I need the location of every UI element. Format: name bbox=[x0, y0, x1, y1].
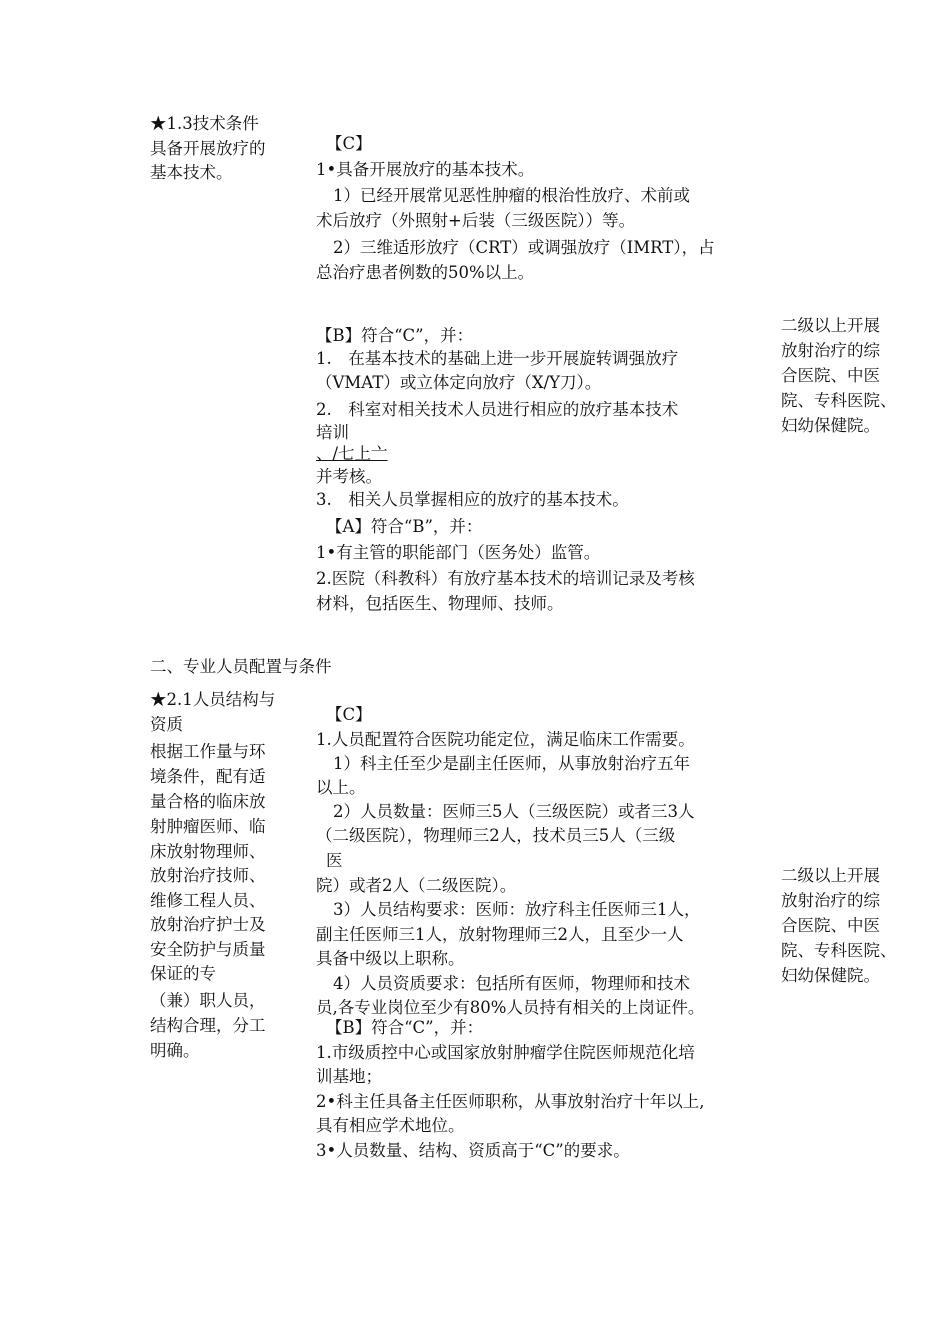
s2-left-line: 保证的专 bbox=[150, 964, 216, 983]
s2-grade-c-line: 员,各专业岗位至少有80%人员持有相关的上岗证件。 bbox=[316, 998, 705, 1017]
s2-right-line-3: 合医院、中医 bbox=[781, 916, 880, 935]
s2-left-line: 安全防护与质量 bbox=[150, 940, 266, 959]
s2-grade-c-heading: 【C】 bbox=[326, 705, 372, 724]
s2-grade-b-line: 2•科主任具备主任医师职称，从事放射治疗十年以上, bbox=[316, 1092, 705, 1111]
s1-left-line-3: 基本技术。 bbox=[150, 163, 233, 182]
s2-left-line: （兼）职人员， bbox=[150, 991, 266, 1010]
s1-left-line-2: 具备开展放疗的 bbox=[150, 139, 266, 158]
section-2-title: 二、专业人员配置与条件 bbox=[150, 657, 332, 676]
s1-grade-b-heading: 【B】符合“C”，并： bbox=[316, 326, 474, 345]
s1-grade-b-line: 1. 在基本技术的基础上进一步开展旋转调强放疗 bbox=[316, 349, 679, 368]
s2-grade-c-line: 具备中级以上职称。 bbox=[316, 949, 465, 968]
s1-grade-c-line: 2）三维适形放疗（CRT）或调强放疗（IMRT），占 bbox=[333, 238, 715, 257]
s1-grade-c-heading: 【C】 bbox=[326, 134, 372, 153]
s1-right-line-5: 妇幼保健院。 bbox=[781, 416, 880, 435]
s1-grade-c-line: 1•具备开展放疗的基本技术。 bbox=[316, 160, 535, 179]
s2-left-line: 放射治疗护士及 bbox=[150, 915, 266, 934]
s2-right-line-5: 妇幼保健院。 bbox=[781, 966, 880, 985]
s2-grade-b-line: 具有相应学术地位。 bbox=[316, 1116, 465, 1135]
s1-grade-c-line: 1）已经开展常见恶性肿瘤的根治性放疗、术前或 bbox=[333, 186, 690, 205]
s2-grade-c-line: 3）人员结构要求：医师：放疗科主任医师三1人， bbox=[333, 900, 701, 919]
s1-grade-b-line: 、/七上亠 bbox=[316, 444, 388, 463]
s2-grade-c-line: 医 bbox=[326, 851, 343, 870]
s1-grade-c-line: 总治疗患者例数的50%以上。 bbox=[316, 263, 535, 282]
s1-grade-b-line: 并考核。 bbox=[316, 467, 382, 486]
s2-grade-c-line: 院）或者2人（二级医院）。 bbox=[316, 876, 517, 895]
s1-left-line-1: ★1.3技术条件 bbox=[150, 114, 259, 133]
s1-grade-b-line: 3. 相关人员掌握相应的放疗的基本技术。 bbox=[316, 490, 629, 509]
s1-grade-a-line: 1•有主管的职能部门（医务处）监管。 bbox=[316, 543, 601, 562]
s2-grade-b-line: 1.市级质控中心或国家放射肿瘤学住院医师规范化培 bbox=[316, 1043, 695, 1062]
s1-grade-b-line: 2. 科室对相关技术人员进行相应的放疗基本技术 bbox=[316, 400, 679, 419]
s1-grade-b-line: 培训 bbox=[316, 423, 349, 442]
s2-grade-b-line: 训基地； bbox=[316, 1067, 382, 1086]
s2-grade-c-line: 1）科主任至少是副主任医师，从事放射治疗五年 bbox=[333, 754, 690, 773]
s1-right-line-1: 二级以上开展 bbox=[781, 316, 880, 335]
s2-grade-b-heading: 【B】符合“C”，并： bbox=[326, 1018, 484, 1037]
s2-left-line: 资质 bbox=[150, 715, 183, 734]
s2-right-line-4: 院、专科医院、 bbox=[781, 941, 897, 960]
s2-left-line: ★2.1人员结构与 bbox=[150, 690, 276, 709]
s1-grade-b-line: （VMAT）或立体定向放疗（X/Y刀）。 bbox=[316, 373, 602, 392]
s1-grade-a-line: 材料，包括医生、物理师、技师。 bbox=[316, 594, 564, 613]
s2-grade-c-line: （二级医院），物理师三2人，技术员三5人（三级 bbox=[316, 826, 676, 845]
s2-left-line: 放射治疗技师、 bbox=[150, 866, 266, 885]
s2-grade-c-line: 1.人员配置符合医院功能定位，满足临床工作需要。 bbox=[316, 730, 695, 749]
s2-left-line: 射肿瘤医师、临 bbox=[150, 817, 266, 836]
s2-left-line: 量合格的临床放 bbox=[150, 792, 266, 811]
s2-grade-c-line: 4）人员资质要求：包括所有医师，物理师和技术 bbox=[333, 974, 690, 993]
s2-right-line-2: 放射治疗的综 bbox=[781, 891, 880, 910]
s1-right-line-3: 合医院、中医 bbox=[781, 366, 880, 385]
s2-grade-c-line: 副主任医师三1人，放射物理师三2人，且至少一人 bbox=[316, 925, 684, 944]
s1-right-line-4: 院、专科医院、 bbox=[781, 391, 897, 410]
s2-right-line-1: 二级以上开展 bbox=[781, 866, 880, 885]
s2-grade-b-line: 3•人员数量、结构、资质高于“C”的要求。 bbox=[316, 1141, 630, 1160]
s2-left-line: 明确。 bbox=[150, 1041, 200, 1060]
s1-grade-a-heading: 【A】符合“B”，并： bbox=[326, 517, 483, 536]
s2-grade-c-line: 2）人员数量：医师三5人（三级医院）或者三3人 bbox=[333, 802, 695, 821]
s1-grade-c-line: 术后放疗（外照射+后装（三级医院））等。 bbox=[316, 211, 636, 230]
s1-right-line-2: 放射治疗的综 bbox=[781, 341, 880, 360]
s2-left-line: 维修工程人员、 bbox=[150, 891, 266, 910]
s2-left-line: 根据工作量与环 bbox=[150, 742, 266, 761]
s2-grade-c-line: 以上。 bbox=[316, 778, 366, 797]
s2-left-line: 床放射物理师、 bbox=[150, 842, 266, 861]
s2-left-line: 境条件，配有适 bbox=[150, 767, 266, 786]
s1-grade-a-line: 2.医院（科教科）有放疗基本技术的培训记录及考核 bbox=[316, 569, 695, 588]
s2-left-line: 结构合理，分工 bbox=[150, 1016, 266, 1035]
